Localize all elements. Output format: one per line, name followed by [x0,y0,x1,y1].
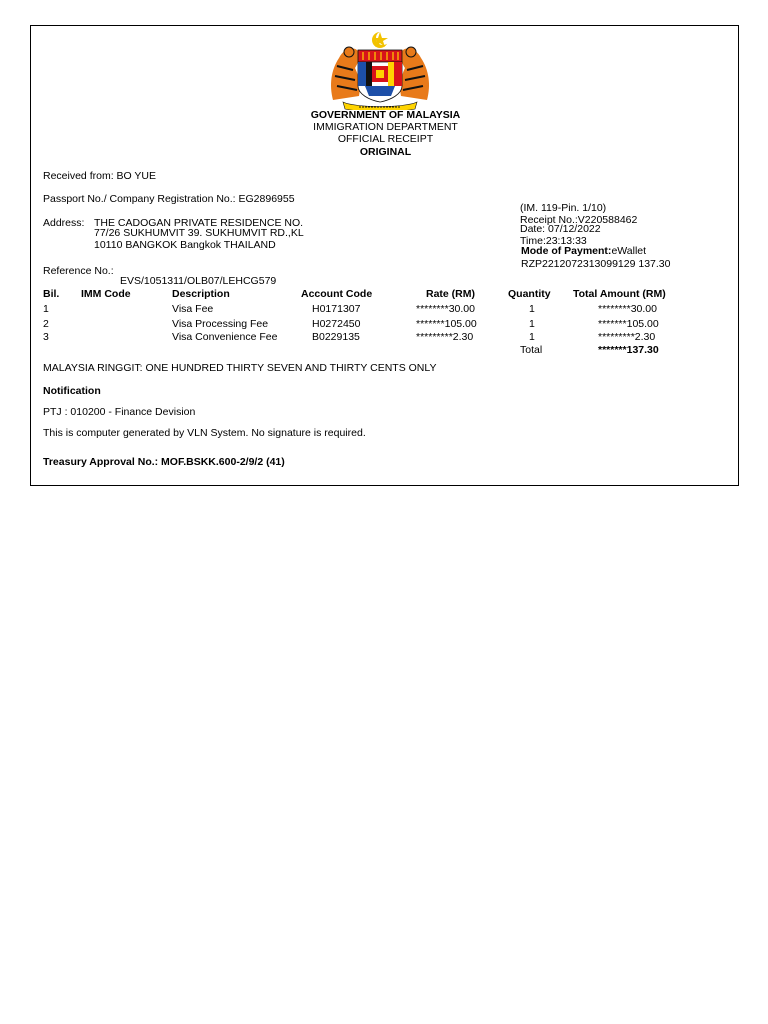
time-value: 23:13:33 [545,235,587,247]
copy-label: ORIGINAL [359,146,412,158]
col-header-bil: Bil. [43,288,60,300]
row-3-bil: 3 [43,331,49,343]
row-2-bil: 2 [43,318,49,330]
receipt-no-label: Receipt No.: [520,214,578,226]
received-from-row [43,170,156,182]
payment-mode-row [521,245,646,257]
row-3-description: Visa Convenience Fee [172,331,278,343]
reference-label: Reference No.: [43,265,114,277]
passport-value: EG2896955 [238,193,295,205]
row-2-description: Visa Processing Fee [172,318,269,330]
total-label: Total [520,344,543,356]
row-3-total: *********2.30 [598,331,656,343]
document-type: OFFICIAL RECEIPT [337,133,434,145]
address-line-1: THE CADOGAN PRIVATE RESIDENCE NO. [94,217,304,229]
computer-generated-note: This is computer generated by VLN System. No signature is required. [43,427,366,439]
payment-reference: RZP2212072313099129 137.30 [521,258,671,270]
official-receipt [30,25,739,486]
row-1-bil: 1 [43,303,49,315]
address-label: Address: [43,217,85,229]
received-from-label: Received from: [43,170,114,182]
col-header-total-amount: Total Amount (RM) [573,288,666,300]
row-3-quantity: 1 [529,331,535,343]
malaysia-coat-of-arms-icon [325,30,435,110]
row-1-description: Visa Fee [172,303,214,315]
receipt-no-value: V220588462 [577,214,638,226]
reference-value: EVS/1051311/OLB07/LEHCG579 [120,275,277,287]
col-header-description: Description [172,288,230,300]
row-2-rate: *******105.00 [416,318,477,330]
row-1-total: ********30.00 [598,303,657,315]
address-line-2: 77/26 SUKHUMVIT 39. SUKHUMVIT RD.,KL [94,227,304,239]
col-header-rate: Rate (RM) [426,288,475,300]
date-row [520,223,601,235]
row-3-rate: *********2.30 [416,331,474,343]
row-3-account-code: B0229135 [312,331,360,343]
government-title: GOVERNMENT OF MALAYSIA [310,109,461,121]
address-line-3: 10110 BANGKOK Bangkok THAILAND [94,239,276,251]
treasury-approval: Treasury Approval No.: MOF.BSKK.600-2/9/2 (41) [43,456,285,468]
passport-label: Passport No./ Company Registration No.: [43,193,236,205]
payment-mode-value: eWallet [611,245,647,257]
ptj-line: PTJ : 010200 - Finance Devision [43,406,196,418]
date-label: Date: [520,223,546,235]
col-header-quantity: Quantity [508,288,551,300]
notification-heading: Notification [43,385,101,397]
row-2-quantity: 1 [529,318,535,330]
row-1-quantity: 1 [529,303,535,315]
date-value: 07/12/2022 [548,223,601,235]
payment-mode-label: Mode of Payment: [521,245,612,257]
passport-row [43,193,295,205]
col-header-imm-code: IMM Code [81,288,131,300]
row-2-account-code: H0272450 [312,318,361,330]
row-1-rate: ********30.00 [416,303,475,315]
row-2-total: *******105.00 [598,318,659,330]
col-header-account-code: Account Code [301,288,373,300]
amount-in-words: MALAYSIA RINGGIT: ONE HUNDRED THIRTY SEVEN AND THIRTY CENTS ONLY [43,362,437,374]
total-value: *******137.30 [598,344,659,356]
time-label: Time: [520,235,546,247]
department-title: IMMIGRATION DEPARTMENT [313,121,458,133]
form-code: (IM. 119-Pin. 1/10) [520,202,607,214]
row-1-account-code: H0171307 [312,303,361,315]
received-from-value: BO YUE [116,170,157,182]
